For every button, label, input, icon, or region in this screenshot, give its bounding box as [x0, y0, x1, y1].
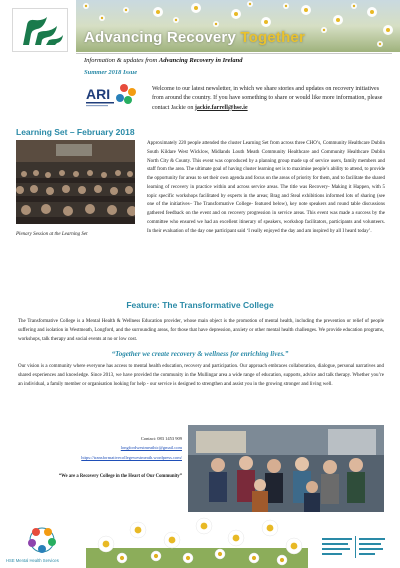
- svg-text:ARI: ARI: [86, 86, 111, 102]
- hse-mental-health-label: HSE Mental Health Services: [6, 558, 59, 563]
- healthy-ireland-logo: [322, 536, 390, 558]
- hse-mental-health-icon: [16, 522, 68, 558]
- college-slogan: “We are a Recovery College in the Heart of Our Community”: [58, 474, 182, 479]
- header-banner: [76, 0, 400, 52]
- contact-phone: Contact: 083 1453 909: [140, 436, 182, 441]
- ari-logo-icon: [84, 80, 140, 110]
- welcome-text: Welcome to our latest newsletter, in which we share stories and updates on recovery initiatives from around the country. If you have something to share or would like more information, please contact Jackie on jackie.farrell@hse.ie: [152, 86, 383, 111]
- contact-email-link[interactable]: jackie.farrell@hse.ie: [194, 104, 248, 111]
- daisy-border-image: [86, 508, 308, 568]
- feature-heading: Feature: The Transformative College: [126, 300, 274, 310]
- feature-paragraph-1: The Transformative College is a Mental Health & Wellness Education provider, whose main object is the promotion of mental health, including the prevention or relief of people suffering and isolation in Westmeath, Longford, and the surrounding areas, for those that have depression, anxiety or other mental health challenges. We provide education programs, workshops, talk therapy and social events at no or low cost.: [18, 319, 384, 342]
- plenary-session-photo: [16, 140, 135, 224]
- healthy-ireland-icon: [322, 536, 390, 558]
- group-photo-image: [188, 425, 384, 512]
- transformative-college-group-photo: [188, 425, 384, 512]
- learning-set-body: Approximately 220 people attended the cluster Learning Set from across three CHO’s, Community Healthcare Dublin South Kildare West Wicklow, Midlands Louth Meath Community Healthcare and Community Healthcare Dublin North City & County. This event was coproduced by a planning group made up of service users, family members and staff from the area. The ultimate goal of having cluster learning set is to maximise people’s ability to attend, to provide the opportunity for areas to set their own agenda and focus on the areas of priority for them, and to facilitate the shared learning of recovery in practice within and across service areas. The title was Recovery- Making it Happen, with 5 topic specific workshops facilitated by experts in the areas; Brag and Steal exhibitions informed lots of sharing (see one of the initiatives– The Transformative College- featured below), key note speakers and round table discussions gathered feedback on the event and on recovery progression in service areas. This event was made a success by the committee who ensured we had an excellent itinerary of speakers, workshop facilitators, participants and volunteers. In their evaluation of the day one participant said ‘I really enjoyed the day and am inspired by all I heard today’.: [147, 141, 385, 234]
- footer-flowers: [86, 508, 308, 568]
- photo-caption: Plenary Session at the Learning Set: [16, 232, 88, 237]
- conference-audience-image: [16, 140, 135, 224]
- feature-quote: “Together we create recovery & wellness for enriching lives.”: [111, 350, 289, 358]
- hse-logo-icon: [13, 9, 69, 53]
- info-line: Information & updates from Advancing Recovery in Ireland: [84, 57, 243, 64]
- contact-website[interactable]: https://transformativecollegewestmeath.wordpress.com/: [81, 454, 182, 460]
- hse-logo: [12, 8, 68, 52]
- header-divider: [76, 53, 392, 54]
- feature-paragraph-2: Our vision is a community where everyone has access to mental health education, recovery and participation. Our approach embraces collaboration, dialogue, personal narratives and shared experiences and knowledge. Since 2013, we have provided the community in the Mullingar area a wide range of education, supports, advice and talk therapy. Whether you’re an individual, a family member or organisation looking for help - our service is designed to strengthen and assist you in the growing stronger and living well.: [18, 364, 384, 387]
- newsletter-title: Advancing Recovery Together: [84, 29, 306, 46]
- contact-email[interactable]: longfordwestmeathtc@gmail.com: [120, 445, 182, 451]
- contact-block: [18, 434, 182, 462]
- ari-logo: [84, 80, 140, 110]
- issue-label: Summer 2018 Issue: [84, 69, 138, 76]
- learning-set-heading: Learning Set – February 2018: [16, 127, 135, 137]
